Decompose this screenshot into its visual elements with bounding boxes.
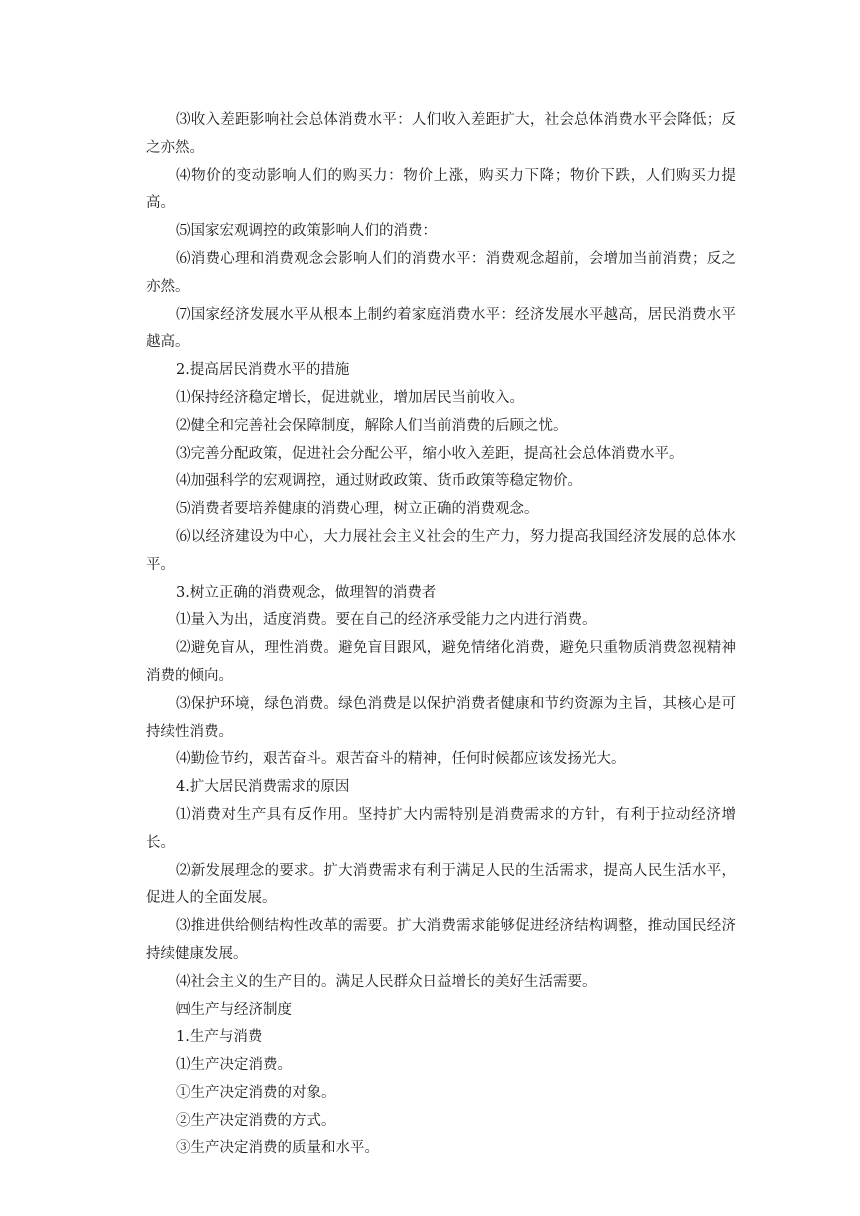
paragraph: ⑸国家宏观调控的政策影响人们的消费： — [176, 223, 437, 240]
document-body — [146, 107, 736, 1163]
section-heading: 2.提高居民消费水平的措施 — [176, 362, 350, 379]
paragraph: ⑹以经济建设为中心，大力展社会主义社会的生产力，努力提高我国经济发展的总体水平。 — [146, 528, 736, 573]
chapter-heading: ㈣生产与经济制度 — [176, 1001, 292, 1018]
section-heading: 4.扩大居民消费需求的原因 — [176, 779, 350, 796]
paragraph: ⑺国家经济发展水平从根本上制约着家庭消费水平：经济发展水平越高，居民消费水平越高。 — [146, 306, 736, 351]
paragraph: ⑷社会主义的生产目的。满足人民群众日益增长的美好生活需要。 — [176, 973, 597, 990]
paragraph: ⑷加强科学的宏观调控，通过财政政策、货币政策等稳定物价。 — [176, 473, 582, 490]
paragraph: ⑷物价的变动影响人们的购买力：物价上涨，购买力下降；物价下跌，人们购买力提高。 — [146, 167, 736, 212]
paragraph: ⑷勤俭节约，艰苦奋斗。艰苦奋斗的精神，任何时候都应该发扬光大。 — [176, 751, 626, 768]
paragraph: ⑴保持经济稳定增长，促进就业，增加居民当前收入。 — [176, 389, 524, 406]
paragraph: ⑸消费者要培养健康的消费心理，树立正确的消费观念。 — [176, 501, 539, 518]
paragraph: ⑵新发展理念的要求。扩大消费需求有利于满足人民的生活需求，提高人民生活水平，促进人的全面发展。 — [146, 862, 736, 907]
paragraph: ⑴生产决定消费。 — [176, 1057, 292, 1074]
section-heading: 3.树立正确的消费观念，做理智的消费者 — [176, 584, 437, 601]
paragraph: ⑹消费心理和消费观念会影响人们的消费水平：消费观念超前，会增加当前消费；反之亦然。 — [146, 250, 736, 295]
list-item: ②生产决定消费的方式。 — [176, 1112, 336, 1129]
paragraph: ⑵避免盲从，理性消费。避免盲目跟风，避免情绪化消费，避免只重物质消费忽视精神消费的倾向。 — [146, 640, 736, 684]
paragraph: ⑶收入差距影响社会总体消费水平：人们收入差距扩大，社会总体消费水平会降低；反之亦然。 — [146, 112, 736, 156]
paragraph: ⑶推进供给侧结构性改革的需要。扩大消费需求能够促进经济结构调整，推动国民经济持续健康发展。 — [146, 918, 736, 962]
paragraph: ⑴量入为出，适度消费。要在自己的经济承受能力之内进行消费。 — [176, 612, 597, 629]
list-item: ③生产决定消费的质量和水平。 — [176, 1140, 379, 1157]
section-heading: 1.生产与消费 — [176, 1029, 263, 1046]
list-item: ①生产决定消费的对象。 — [176, 1084, 336, 1101]
paragraph: ⑶保护环境，绿色消费。绿色消费是以保护消费者健康和节约资源为主旨，其核心是可持续性消费。 — [146, 695, 736, 740]
paragraph: ⑶完善分配政策，促进社会分配公平，缩小收入差距，提高社会总体消费水平。 — [176, 445, 684, 462]
paragraph: ⑵健全和完善社会保障制度，解除人们当前消费的后顾之忧。 — [176, 417, 568, 434]
paragraph: ⑴消费对生产具有反作用。坚持扩大内需特别是消费需求的方针，有利于拉动经济增长。 — [146, 806, 736, 851]
